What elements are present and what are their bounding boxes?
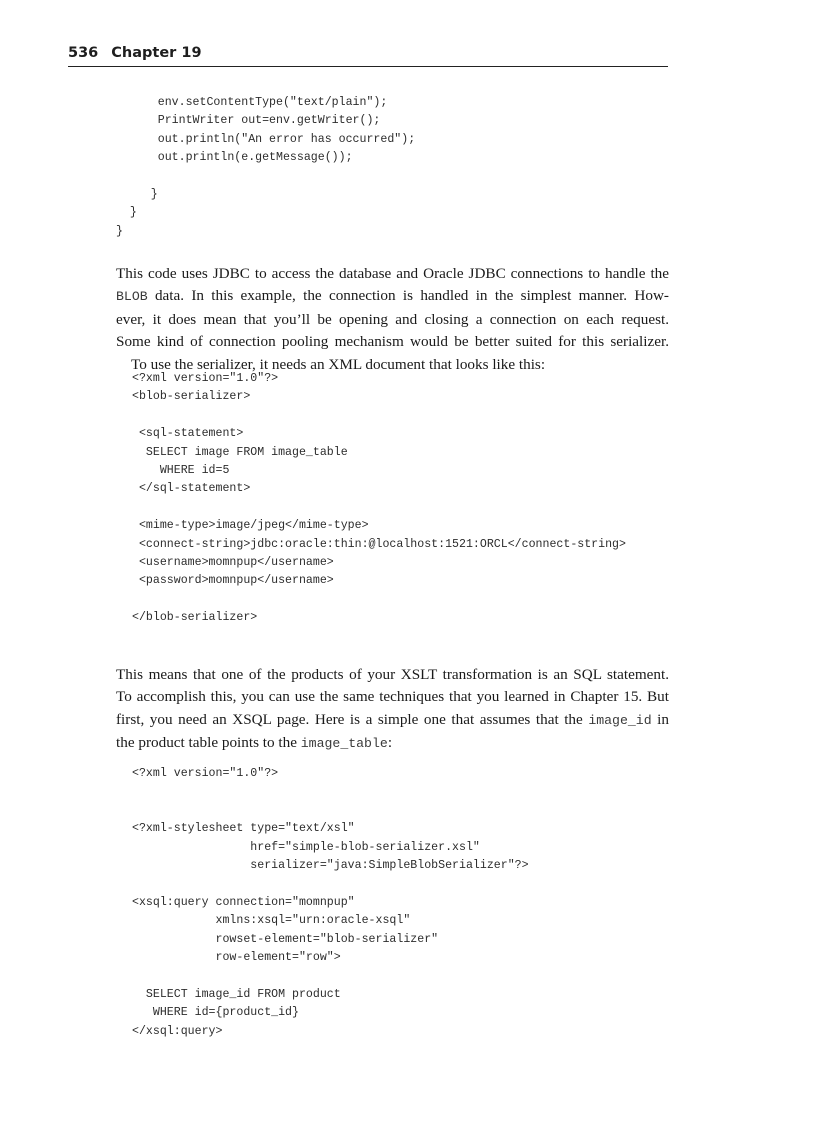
code-line: out.println("An error has occurred"); (116, 132, 416, 146)
code-line: env.setContentType("text/plain"); (116, 96, 388, 109)
code-line: <?xml version="1.0"?> (132, 372, 279, 385)
code-line: WHERE id={product_id} (132, 1006, 299, 1020)
code-line: WHERE id=5 (132, 464, 230, 478)
code-line: PrintWriter out=env.getWriter(); (116, 114, 381, 128)
code-line: } (116, 224, 123, 238)
text-fragment: the product table points to the (116, 734, 301, 752)
code-line: xmlns:xsql="urn:oracle-xsql" (132, 914, 411, 928)
code-line: <blob-serializer> (132, 390, 251, 404)
text-line: Some kind of connection pooling mechanism would be better suited for this serializer. (116, 333, 669, 351)
code-line: <password>momnpup</username> (132, 574, 334, 588)
code-line: out.println(e.getMessage()); (116, 151, 353, 165)
inline-code-image-id: image_id (588, 712, 652, 728)
code-line: <username>momnpup</username> (132, 556, 334, 570)
code-line: </blob-serializer> (132, 611, 258, 625)
code-line: SELECT image FROM image_table (132, 445, 348, 459)
text-fragment: first, you need an XSQL page. Here is a simple one that assumes that the (116, 710, 589, 728)
code-line: <xsql:query connection="momnpup" (132, 895, 355, 909)
code-line: <connect-string>jdbc:oracle:thin:@localhost:1521:ORCL</connect-string> (132, 537, 626, 551)
code-block-xsql-page (132, 765, 529, 1041)
code-line: <?xml version="1.0"?> (132, 767, 279, 780)
text-fragment: data. In this example, the connection is handled in the simplest manner. How- (147, 287, 669, 305)
code-line: rowset-element="blob-serializer" (132, 932, 439, 946)
code-line: </xsql:query> (132, 1024, 223, 1038)
code-line: href="simple-blob-serializer.xsl" (132, 840, 480, 854)
text-line: To use the serializer, it needs an XML document that looks like this: (131, 355, 546, 373)
text-line: To accomplish this, you can use the same techniques that you learned in Chapter 15. But (116, 688, 669, 706)
code-line: serializer="java:SimpleBlobSerializer"?> (132, 859, 529, 873)
running-header (68, 44, 668, 67)
text-line (116, 732, 669, 755)
inline-code-image-table: image_table (300, 736, 388, 752)
code-line: } (116, 206, 137, 220)
inline-code-blob: BLOB (116, 289, 148, 305)
paragraph-xslt-explanation (116, 664, 669, 756)
code-line: <sql-statement> (132, 427, 244, 441)
text-fragment: : (387, 734, 393, 752)
chapter-title: Chapter 19 (111, 45, 202, 61)
text-line: This code uses JDBC to access the database and Oracle JDBC connections to handle the (116, 265, 669, 282)
page-number: 536 (68, 45, 99, 61)
text-line: This means that one of the products of your XSLT transformation is an SQL statement. (116, 666, 669, 683)
code-line: <?xml-stylesheet type="text/xsl" (132, 822, 355, 836)
text-line (116, 285, 669, 308)
code-line: row-element="row"> (132, 951, 341, 965)
text-line: ever, it does mean that you’ll be opening and closing a connection on each request. (116, 310, 669, 328)
text-line (116, 709, 669, 732)
code-block-error-handler (116, 94, 415, 241)
code-block-xml-document (132, 370, 626, 628)
paragraph-jdbc-explanation (116, 263, 669, 376)
code-line: } (116, 188, 158, 202)
code-line: <mime-type>image/jpeg</mime-type> (132, 519, 369, 533)
text-fragment: in (651, 710, 669, 728)
code-line: </sql-statement> (132, 482, 251, 496)
code-line: SELECT image_id FROM product (132, 987, 341, 1001)
